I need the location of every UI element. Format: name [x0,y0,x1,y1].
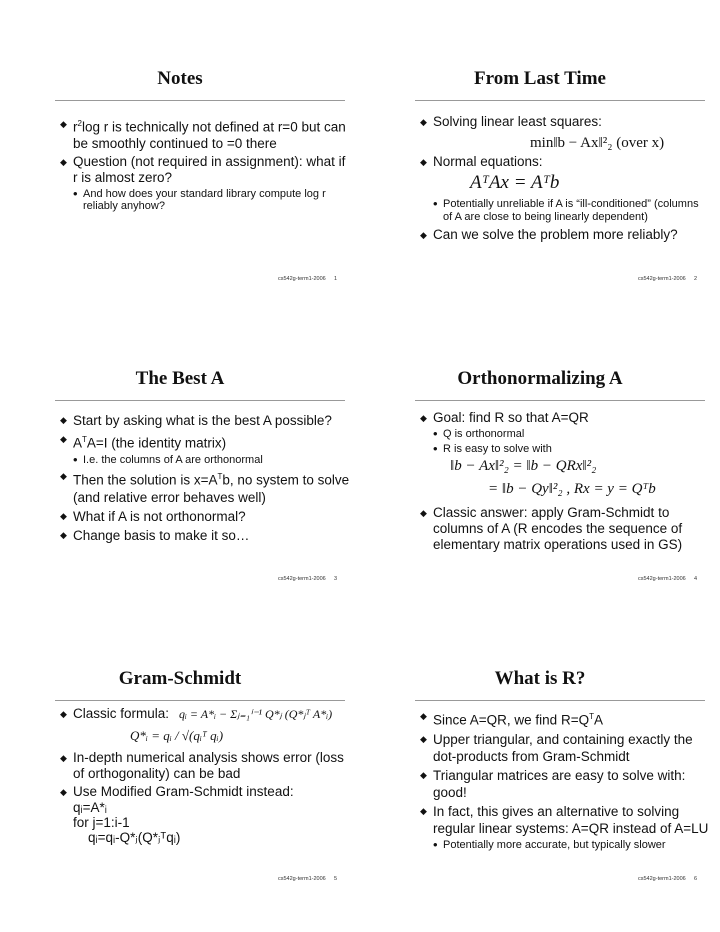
page-number: 1 [334,276,338,282]
bullet: ◆ What if A is not orthonormal? [60,508,350,525]
bullet: ◆ Since A=QR, we find $R=Q^TA$ [420,708,710,729]
slide-content [60,706,350,845]
slide-title: The Best A [135,368,225,389]
slide-2 [360,0,720,310]
bullet: ◆ Normal equations: [420,154,710,170]
bullet: ◆ Question (not required in assignment): what if r is almost zero? [60,154,350,186]
bullet: ◆ Use Modified Gram-Schmidt instead: [60,784,350,800]
title-divider [415,700,705,701]
slide-1 [0,0,360,310]
algorithm-line: qᵢ=A*ᵢ [73,800,107,815]
bullet: ◆ Classic answer: apply Gram-Schmidt to columns of A (R encodes the sequence of elementary matrix operations used in GS) [420,505,710,553]
slide-title: Orthonormalizing A [457,368,623,389]
page-number: 2 [694,276,698,282]
slide-footer: cs542g-term1-2006 [278,576,326,582]
sub-bullet: • Potentially unreliable if A is “ill-conditioned” (columns of A are close to being linearly dependent) [420,198,710,223]
page-number: 5 [334,876,338,882]
slide-content [420,410,710,555]
sub-bullet: • Q is orthonormal [420,428,710,441]
bullet: ◆ Start by asking what is the best A possible? [60,412,350,429]
substitution-equation: = ‖b − Qy‖²₂ , Rx = y = Qᵀb [488,481,656,497]
slide-footer: cs542g-term1-2006 [638,876,686,882]
sub-bullet: • And how does your standard library compute log r reliably anyhow? [60,188,350,213]
slide-5 [0,600,360,910]
bullet: ◆ Goal: find R so that A=QR [420,410,710,426]
slide-footer: cs542g-term1-2006 [278,276,326,282]
bullet: ◆ Change basis to make it so… [60,527,350,544]
slide-content [60,116,350,215]
slide-3 [0,300,360,610]
slide-footer: cs542g-term1-2006 [638,576,686,582]
sub-bullet: • I.e. the columns of A are orthonormal [60,454,350,467]
sub-bullet: • Potentially more accurate, but typically slower [420,839,710,852]
slide-title: From Last Time [474,68,606,89]
algorithm-line: for j=1:i-1 [73,815,130,830]
bullet: ◆ Can we solve the problem more reliably? [420,227,710,243]
slide-content [420,114,710,245]
page-number: 4 [694,576,698,582]
bullet: ◆ Classic formula: qᵢ = A*ᵢ − Σⱼ₌₁ⁱ⁻¹ Q*ⱼ (Q*ⱼᵀ A*ᵢ) [60,706,350,722]
bullet: ◆ Then the solution is $x=A^Tb$, no system to solve (and relative error behaves well) [60,468,350,506]
slide-4 [360,300,720,610]
bullet: ◆ In-depth numerical analysis shows error (loss of orthogonality) can be bad [60,750,350,782]
bullet: ◆ Upper triangular, and containing exactly the dot-products from Gram-Schmidt [420,731,710,765]
slide-content [60,412,350,546]
title-divider [55,700,345,701]
least-squares-equation: min‖b − Ax‖²₂ (over x) [530,135,665,151]
normal-equations: AᵀAx = Aᵀb [470,172,560,193]
slide-6 [360,600,720,910]
bullet: ◆ $r^2\log$ r is technically not defined at r=0 but can be smoothly continued to =0 there [60,116,350,152]
algorithm-line: qᵢ=qᵢ-Q*ⱼ(Q*ⱼᵀqᵢ) [88,830,181,845]
residual-equation: ‖b − Ax‖²₂ = ‖b − QRx‖²₂ [450,458,597,474]
classic-formula: qᵢ = A*ᵢ − Σⱼ₌₁ⁱ⁻¹ Q*ⱼ (Q*ⱼᵀ A*ᵢ) [179,707,333,721]
bullet: ◆ Solving linear least squares: [420,114,710,130]
slide-title: Notes [157,68,203,89]
slide-footer: cs542g-term1-2006 [278,876,326,882]
title-divider [415,400,705,401]
page-number: 3 [334,576,338,582]
title-divider [55,100,345,101]
slide-content [420,708,710,853]
normalization-formula: Q*ᵢ = qᵢ / √(qᵢᵀ qᵢ) [130,728,224,743]
bullet: ◆ In fact, this gives an alternative to solving regular linear systems: A=QR instead of A=LU [420,803,710,837]
bullet: ◆ Triangular matrices are easy to solve with: good! [420,767,710,801]
slide-footer: cs542g-term1-2006 [638,276,686,282]
title-divider [55,400,345,401]
slide-title: Gram-Schmidt [118,668,242,689]
slide-title: What is R? [494,668,586,689]
bullet: ◆ $A^TA=I$ (the identity matrix) [60,431,350,452]
page-number: 6 [694,876,698,882]
title-divider [415,100,705,101]
sub-bullet: • R is easy to solve with [420,443,710,456]
